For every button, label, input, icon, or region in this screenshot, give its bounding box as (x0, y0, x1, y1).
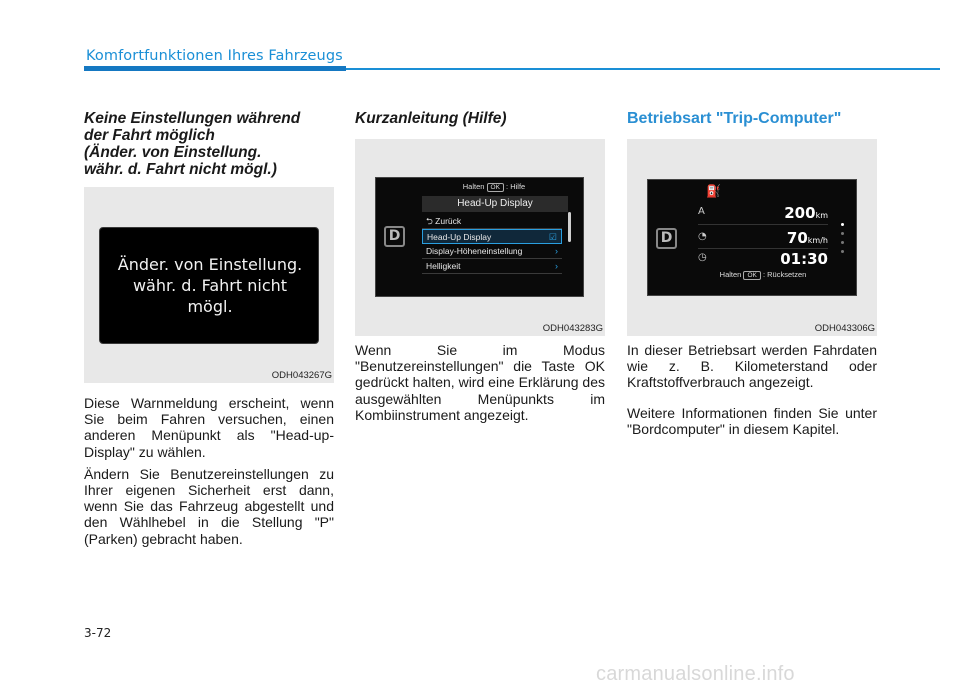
page-header (84, 47, 940, 73)
watermark: carmanualsonline.info (596, 663, 795, 685)
divider (698, 248, 828, 249)
menu-item-brightness: Helligkeit › (422, 259, 562, 274)
header-accent-bar (84, 66, 346, 71)
trip-distance: 200km (784, 204, 828, 222)
gear-indicator: D (384, 226, 405, 247)
help-heading: Kurzanleitung (Hilfe) (355, 110, 507, 127)
trip-avg-speed: 70km/h (786, 229, 828, 247)
column-warning (84, 110, 334, 570)
trip-body: In dieser Betriebsart werden Fahrdaten wie z. B. Kilometerstand oder Kraftstoffverbrauch angezeigt. Weitere Informationen finden Sie unter "Bordcomputer" in diesem Kapitel. (627, 342, 877, 437)
trip-heading: Betriebsart "Trip-Computer" (627, 110, 842, 127)
ok-key-icon: OK (743, 271, 760, 280)
figure-caption: ODH043306G (814, 323, 875, 334)
trip-speed-row (698, 229, 828, 247)
trip-a-icon: A (698, 206, 705, 217)
checkbox-icon: ☑ (548, 232, 557, 242)
gear-indicator: D (656, 228, 677, 249)
figure-caption: ODH043283G (542, 323, 603, 334)
menu-scrollbar (568, 212, 571, 242)
divider (698, 224, 828, 225)
warning-heading: Keine Einstellungen während der Fahrt möglich (Änder. von Einstellung. währ. d. Fahrt nicht mögl.) (84, 110, 301, 178)
menu-item-back: ⮌ Zurück (422, 214, 562, 229)
section-title: Komfortfunktionen Ihres Fahrzeugs (86, 48, 343, 64)
header-rule (346, 68, 940, 70)
trip-odometer-row (698, 204, 828, 222)
menu-item-display-height: Display-Höheneinstellung › (422, 244, 562, 259)
warning-message: Änder. von Einstellung. währ. d. Fahrt nicht mögl. (117, 255, 303, 316)
trip-time-row (698, 250, 828, 268)
menu-title: Head-Up Display (422, 196, 568, 212)
figure-caption: ODH043267G (271, 370, 332, 381)
fuel-pump-icon: ⛽ (706, 184, 721, 198)
menu-item-head-up-display: Head-Up Display ☑ (422, 229, 562, 244)
ok-key-icon: OK (487, 183, 504, 192)
page-number: 3-72 (84, 626, 112, 640)
help-hint: Halten OK : Hilfe (462, 182, 526, 191)
clock-icon: ◷ (698, 252, 707, 263)
chevron-right-icon: › (555, 261, 558, 271)
help-body: Wenn Sie im Modus "Benutzereinstellungen" die Taste OK gedrückt halten, wird eine Erklärung des ausgewählten Menüpunkts im Kombiinstrument angezeigt. (355, 342, 605, 423)
help-figure (355, 139, 605, 336)
menu-list (422, 214, 562, 274)
speedometer-icon: ◔ (698, 231, 707, 242)
reset-hint: Halten OK : Rücksetzen (719, 270, 807, 279)
warning-figure (84, 187, 334, 383)
column-trip-computer (627, 110, 877, 510)
warning-screen (99, 227, 319, 344)
trip-screen (647, 179, 857, 296)
page-indicator (841, 223, 845, 259)
trip-time: 01:30 (780, 250, 828, 268)
warning-body: Diese Warnmeldung erscheint, wenn Sie beim Fahren versuchen, einen anderen Menüpunkt als "Head-up-Display" zu wählen. Ändern Sie Benutzereinstellungen zu Ihrer eigenen Sicherheit erst dann, wenn Sie das Fahrzeug abgestellt und den Wählhebel in die Stellung "P" (Parken) gebracht haben. (84, 395, 334, 547)
help-screen (375, 177, 584, 297)
column-help (355, 110, 605, 510)
trip-figure (627, 139, 877, 336)
chevron-right-icon: › (555, 246, 558, 256)
